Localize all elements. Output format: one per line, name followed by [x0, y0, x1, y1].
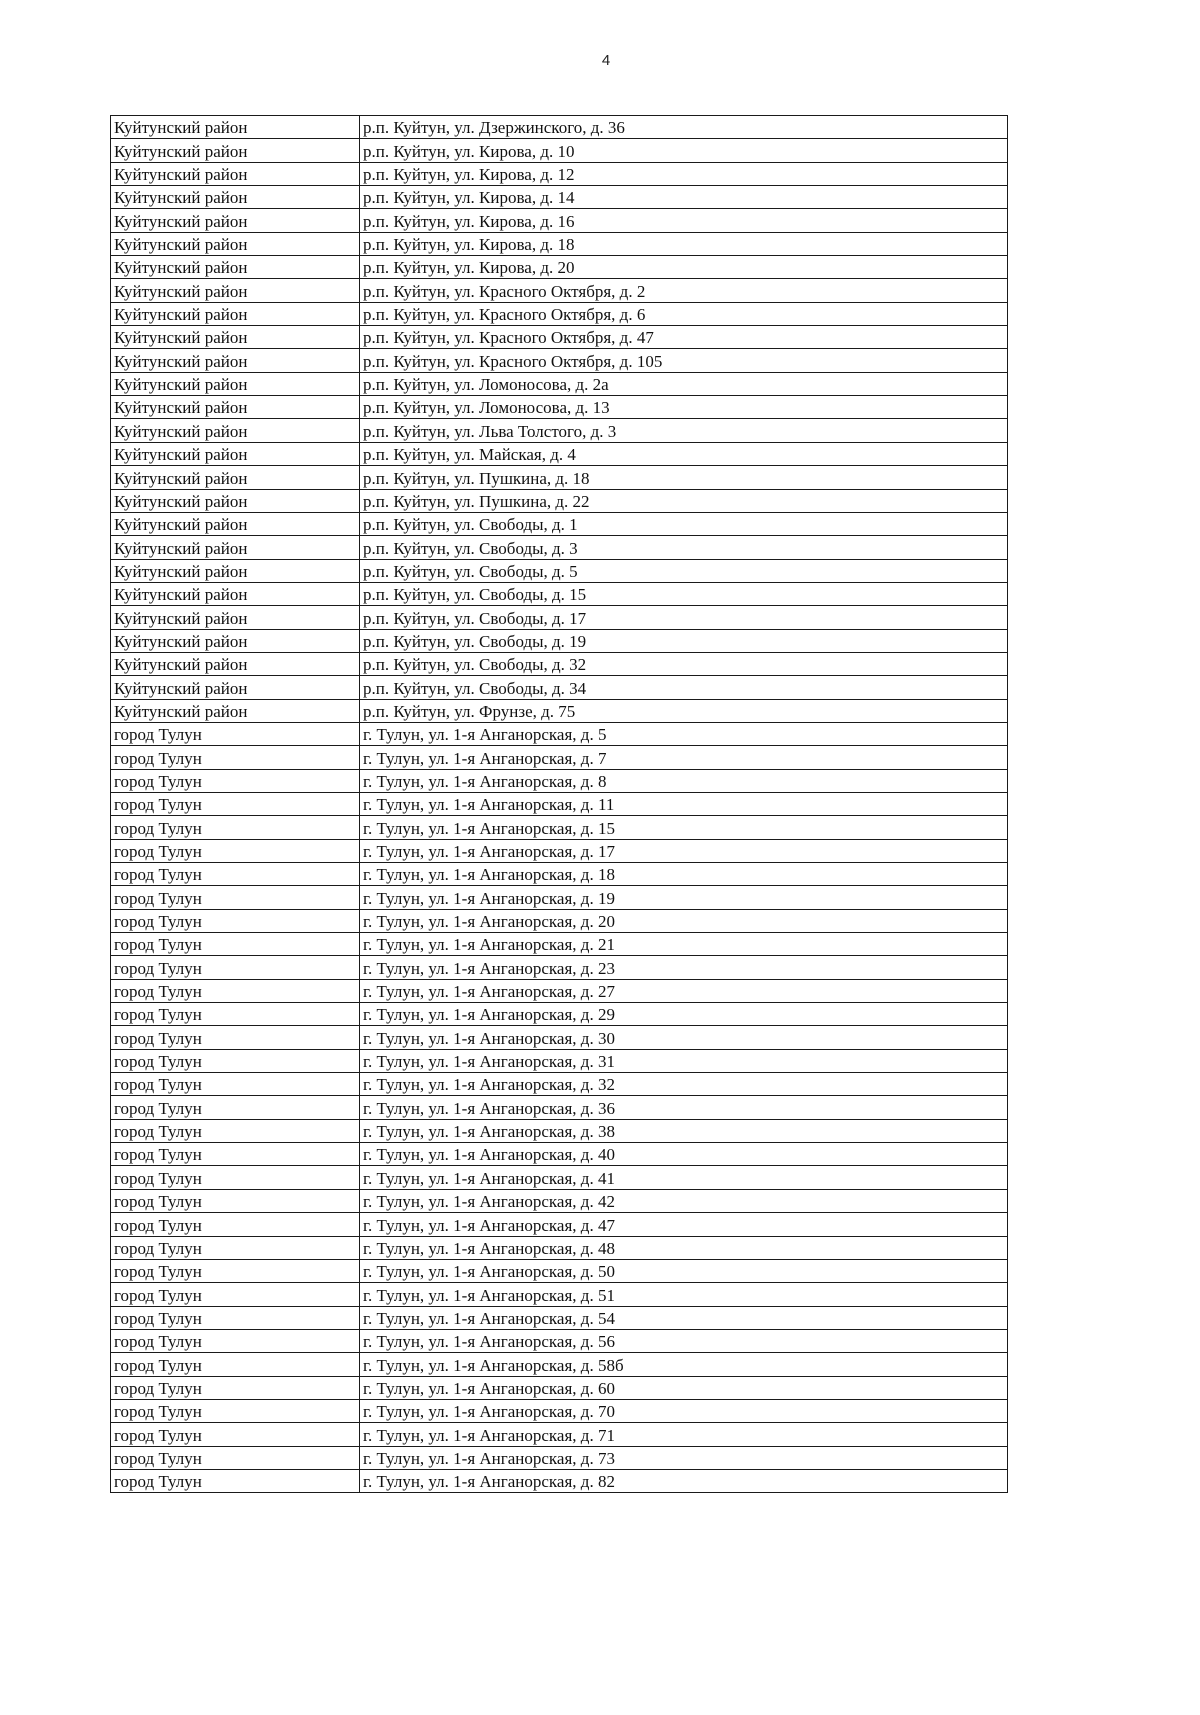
- table-row: [111, 816, 1008, 839]
- district-cell: город Тулун: [111, 1119, 360, 1142]
- table-row: [111, 1399, 1008, 1422]
- district-cell: город Тулун: [111, 933, 360, 956]
- district-cell: город Тулун: [111, 886, 360, 909]
- district-cell: Куйтунский район: [111, 419, 360, 442]
- table-row: [111, 1376, 1008, 1399]
- table-row: [111, 886, 1008, 909]
- table-row: [111, 1283, 1008, 1306]
- table-row: [111, 466, 1008, 489]
- address-cell: р.п. Куйтун, ул. Свободы, д. 34: [360, 676, 1008, 699]
- district-cell: Куйтунский район: [111, 652, 360, 675]
- address-cell: р.п. Куйтун, ул. Кирова, д. 12: [360, 162, 1008, 185]
- district-cell: Куйтунский район: [111, 326, 360, 349]
- address-cell: г. Тулун, ул. 1-я Анганорская, д. 54: [360, 1306, 1008, 1329]
- address-cell: р.п. Куйтун, ул. Ломоносова, д. 2а: [360, 372, 1008, 395]
- table-row: [111, 559, 1008, 582]
- district-cell: Куйтунский район: [111, 442, 360, 465]
- district-cell: Куйтунский район: [111, 466, 360, 489]
- address-cell: р.п. Куйтун, ул. Дзержинского, д. 36: [360, 116, 1008, 139]
- district-cell: город Тулун: [111, 1469, 360, 1492]
- address-cell: г. Тулун, ул. 1-я Анганорская, д. 11: [360, 792, 1008, 815]
- district-cell: Куйтунский район: [111, 699, 360, 722]
- table-row: [111, 349, 1008, 372]
- address-cell: г. Тулун, ул. 1-я Анганорская, д. 20: [360, 909, 1008, 932]
- table-row: [111, 1306, 1008, 1329]
- district-cell: Куйтунский район: [111, 512, 360, 535]
- district-cell: город Тулун: [111, 1166, 360, 1189]
- table-row: [111, 489, 1008, 512]
- table-row: [111, 676, 1008, 699]
- address-cell: г. Тулун, ул. 1-я Анганорская, д. 32: [360, 1073, 1008, 1096]
- address-cell: г. Тулун, ул. 1-я Анганорская, д. 23: [360, 956, 1008, 979]
- district-cell: город Тулун: [111, 792, 360, 815]
- district-cell: Куйтунский район: [111, 279, 360, 302]
- address-cell: р.п. Куйтун, ул. Ломоносова, д. 13: [360, 396, 1008, 419]
- district-cell: город Тулун: [111, 1236, 360, 1259]
- district-cell: город Тулун: [111, 1259, 360, 1282]
- district-cell: Куйтунский район: [111, 139, 360, 162]
- address-cell: г. Тулун, ул. 1-я Анганорская, д. 60: [360, 1376, 1008, 1399]
- table-row: [111, 1236, 1008, 1259]
- district-cell: город Тулун: [111, 979, 360, 1002]
- address-cell: р.п. Куйтун, ул. Красного Октября, д. 47: [360, 326, 1008, 349]
- table-row: [111, 956, 1008, 979]
- table-row: [111, 1143, 1008, 1166]
- address-cell: р.п. Куйтун, ул. Кирова, д. 18: [360, 232, 1008, 255]
- address-cell: р.п. Куйтун, ул. Пушкина, д. 18: [360, 466, 1008, 489]
- district-cell: город Тулун: [111, 1096, 360, 1119]
- district-cell: город Тулун: [111, 1003, 360, 1026]
- table-row: [111, 722, 1008, 745]
- district-cell: город Тулун: [111, 1306, 360, 1329]
- table-row: [111, 629, 1008, 652]
- address-cell: г. Тулун, ул. 1-я Анганорская, д. 40: [360, 1143, 1008, 1166]
- address-cell: г. Тулун, ул. 1-я Анганорская, д. 18: [360, 863, 1008, 886]
- table-row: [111, 1259, 1008, 1282]
- district-cell: город Тулун: [111, 863, 360, 886]
- district-cell: Куйтунский район: [111, 372, 360, 395]
- address-cell: г. Тулун, ул. 1-я Анганорская, д. 8: [360, 769, 1008, 792]
- district-cell: Куйтунский район: [111, 559, 360, 582]
- address-cell: г. Тулун, ул. 1-я Анганорская, д. 21: [360, 933, 1008, 956]
- page-number: 4: [601, 52, 611, 69]
- address-cell: р.п. Куйтун, ул. Свободы, д. 3: [360, 536, 1008, 559]
- table-row: [111, 209, 1008, 232]
- district-cell: Куйтунский район: [111, 396, 360, 419]
- table-row: [111, 116, 1008, 139]
- table-row: [111, 1213, 1008, 1236]
- table-row: [111, 1469, 1008, 1492]
- table-row: [111, 279, 1008, 302]
- table-row: [111, 1446, 1008, 1469]
- table-row: [111, 746, 1008, 769]
- district-cell: Куйтунский район: [111, 489, 360, 512]
- address-cell: р.п. Куйтун, ул. Свободы, д. 19: [360, 629, 1008, 652]
- address-cell: г. Тулун, ул. 1-я Анганорская, д. 70: [360, 1399, 1008, 1422]
- district-cell: Куйтунский район: [111, 582, 360, 605]
- district-cell: Куйтунский район: [111, 209, 360, 232]
- address-cell: г. Тулун, ул. 1-я Анганорская, д. 38: [360, 1119, 1008, 1142]
- address-cell: г. Тулун, ул. 1-я Анганорская, д. 31: [360, 1049, 1008, 1072]
- district-cell: город Тулун: [111, 1446, 360, 1469]
- address-cell: г. Тулун, ул. 1-я Анганорская, д. 47: [360, 1213, 1008, 1236]
- address-cell: г. Тулун, ул. 1-я Анганорская, д. 73: [360, 1446, 1008, 1469]
- table-row: [111, 909, 1008, 932]
- table-row: [111, 536, 1008, 559]
- table-row: [111, 1353, 1008, 1376]
- table-row: [111, 933, 1008, 956]
- address-cell: г. Тулун, ул. 1-я Анганорская, д. 51: [360, 1283, 1008, 1306]
- address-table: [110, 115, 1008, 1493]
- table-row: [111, 186, 1008, 209]
- table-row: [111, 769, 1008, 792]
- district-cell: Куйтунский район: [111, 232, 360, 255]
- table-row: [111, 699, 1008, 722]
- district-cell: город Тулун: [111, 1073, 360, 1096]
- district-cell: город Тулун: [111, 1026, 360, 1049]
- table-row: [111, 652, 1008, 675]
- district-cell: Куйтунский район: [111, 116, 360, 139]
- table-row: [111, 1073, 1008, 1096]
- district-cell: город Тулун: [111, 769, 360, 792]
- address-cell: р.п. Куйтун, ул. Майская, д. 4: [360, 442, 1008, 465]
- table-row: [111, 979, 1008, 1002]
- address-cell: г. Тулун, ул. 1-я Анганорская, д. 71: [360, 1423, 1008, 1446]
- district-cell: город Тулун: [111, 1213, 360, 1236]
- address-table-container: [110, 115, 1007, 1493]
- address-cell: г. Тулун, ул. 1-я Анганорская, д. 56: [360, 1329, 1008, 1352]
- address-cell: г. Тулун, ул. 1-я Анганорская, д. 36: [360, 1096, 1008, 1119]
- address-cell: г. Тулун, ул. 1-я Анганорская, д. 58б: [360, 1353, 1008, 1376]
- table-row: [111, 139, 1008, 162]
- district-cell: Куйтунский район: [111, 256, 360, 279]
- table-row: [111, 1329, 1008, 1352]
- district-cell: город Тулун: [111, 1423, 360, 1446]
- address-cell: р.п. Куйтун, ул. Кирова, д. 10: [360, 139, 1008, 162]
- address-cell: р.п. Куйтун, ул. Кирова, д. 16: [360, 209, 1008, 232]
- address-cell: г. Тулун, ул. 1-я Анганорская, д. 41: [360, 1166, 1008, 1189]
- district-cell: город Тулун: [111, 1189, 360, 1212]
- district-cell: город Тулун: [111, 1353, 360, 1376]
- address-cell: г. Тулун, ул. 1-я Анганорская, д. 17: [360, 839, 1008, 862]
- address-cell: г. Тулун, ул. 1-я Анганорская, д. 5: [360, 722, 1008, 745]
- table-row: [111, 256, 1008, 279]
- table-row: [111, 1003, 1008, 1026]
- address-cell: р.п. Куйтун, ул. Фрунзе, д. 75: [360, 699, 1008, 722]
- table-row: [111, 1423, 1008, 1446]
- district-cell: город Тулун: [111, 1376, 360, 1399]
- district-cell: Куйтунский район: [111, 302, 360, 325]
- table-row: [111, 512, 1008, 535]
- district-cell: город Тулун: [111, 722, 360, 745]
- address-cell: р.п. Куйтун, ул. Льва Толстого, д. 3: [360, 419, 1008, 442]
- address-cell: р.п. Куйтун, ул. Красного Октября, д. 105: [360, 349, 1008, 372]
- district-cell: город Тулун: [111, 909, 360, 932]
- district-cell: Куйтунский район: [111, 536, 360, 559]
- address-cell: г. Тулун, ул. 1-я Анганорская, д. 19: [360, 886, 1008, 909]
- district-cell: город Тулун: [111, 1283, 360, 1306]
- table-row: [111, 582, 1008, 605]
- district-cell: город Тулун: [111, 1399, 360, 1422]
- address-cell: г. Тулун, ул. 1-я Анганорская, д. 29: [360, 1003, 1008, 1026]
- address-cell: р.п. Куйтун, ул. Свободы, д. 5: [360, 559, 1008, 582]
- address-cell: р.п. Куйтун, ул. Кирова, д. 14: [360, 186, 1008, 209]
- district-cell: город Тулун: [111, 1143, 360, 1166]
- address-cell: р.п. Куйтун, ул. Свободы, д. 1: [360, 512, 1008, 535]
- table-row: [111, 792, 1008, 815]
- address-table-body: [111, 116, 1008, 1493]
- address-cell: р.п. Куйтун, ул. Свободы, д. 17: [360, 606, 1008, 629]
- table-row: [111, 1189, 1008, 1212]
- address-cell: г. Тулун, ул. 1-я Анганорская, д. 82: [360, 1469, 1008, 1492]
- address-cell: р.п. Куйтун, ул. Красного Октября, д. 2: [360, 279, 1008, 302]
- address-cell: г. Тулун, ул. 1-я Анганорская, д. 7: [360, 746, 1008, 769]
- address-cell: г. Тулун, ул. 1-я Анганорская, д. 50: [360, 1259, 1008, 1282]
- table-row: [111, 606, 1008, 629]
- district-cell: город Тулун: [111, 1329, 360, 1352]
- address-cell: г. Тулун, ул. 1-я Анганорская, д. 30: [360, 1026, 1008, 1049]
- address-cell: р.п. Куйтун, ул. Пушкина, д. 22: [360, 489, 1008, 512]
- table-row: [111, 419, 1008, 442]
- table-row: [111, 1166, 1008, 1189]
- address-cell: г. Тулун, ул. 1-я Анганорская, д. 48: [360, 1236, 1008, 1259]
- address-cell: р.п. Куйтун, ул. Свободы, д. 32: [360, 652, 1008, 675]
- table-row: [111, 326, 1008, 349]
- district-cell: город Тулун: [111, 816, 360, 839]
- district-cell: город Тулун: [111, 746, 360, 769]
- table-row: [111, 1049, 1008, 1072]
- table-row: [111, 302, 1008, 325]
- table-row: [111, 1096, 1008, 1119]
- table-row: [111, 1026, 1008, 1049]
- address-cell: р.п. Куйтун, ул. Свободы, д. 15: [360, 582, 1008, 605]
- district-cell: Куйтунский район: [111, 186, 360, 209]
- table-row: [111, 839, 1008, 862]
- address-cell: г. Тулун, ул. 1-я Анганорская, д. 42: [360, 1189, 1008, 1212]
- district-cell: город Тулун: [111, 956, 360, 979]
- district-cell: город Тулун: [111, 1049, 360, 1072]
- address-cell: р.п. Куйтун, ул. Красного Октября, д. 6: [360, 302, 1008, 325]
- district-cell: Куйтунский район: [111, 162, 360, 185]
- district-cell: город Тулун: [111, 839, 360, 862]
- table-row: [111, 863, 1008, 886]
- district-cell: Куйтунский район: [111, 606, 360, 629]
- table-row: [111, 1119, 1008, 1142]
- table-row: [111, 396, 1008, 419]
- table-row: [111, 442, 1008, 465]
- address-cell: р.п. Куйтун, ул. Кирова, д. 20: [360, 256, 1008, 279]
- district-cell: Куйтунский район: [111, 629, 360, 652]
- address-cell: г. Тулун, ул. 1-я Анганорская, д. 15: [360, 816, 1008, 839]
- address-cell: г. Тулун, ул. 1-я Анганорская, д. 27: [360, 979, 1008, 1002]
- table-row: [111, 232, 1008, 255]
- district-cell: Куйтунский район: [111, 349, 360, 372]
- district-cell: Куйтунский район: [111, 676, 360, 699]
- table-row: [111, 162, 1008, 185]
- table-row: [111, 372, 1008, 395]
